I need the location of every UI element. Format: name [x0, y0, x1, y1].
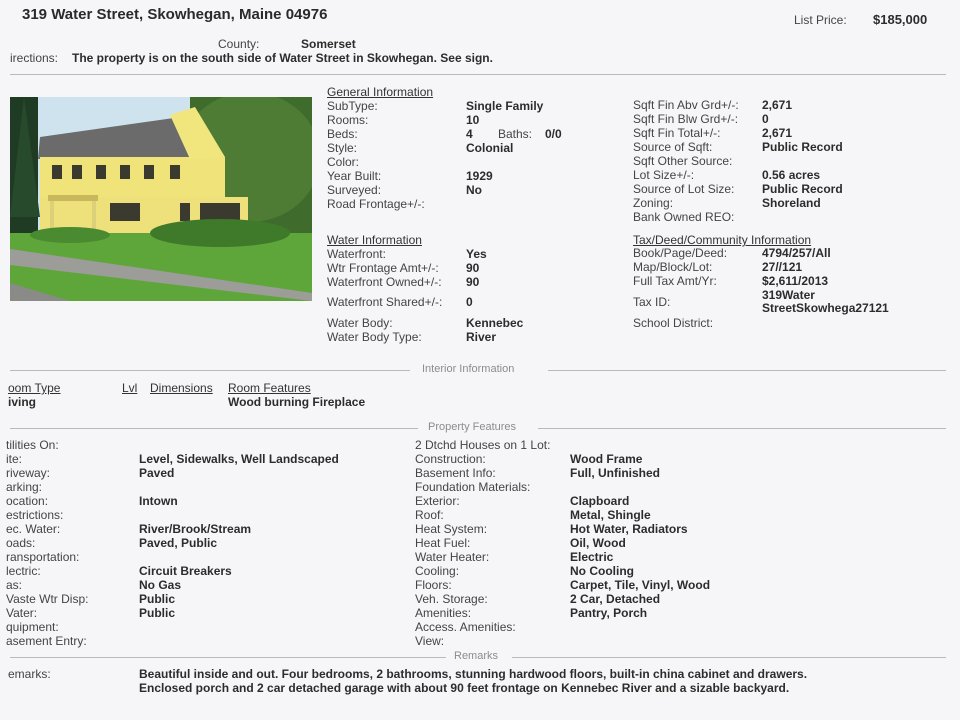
wtr-frontage-label: Wtr Frontage Amt+/-: [327, 261, 439, 275]
style-label: Style: [327, 141, 358, 155]
feature-right-value: Oil, Wood [570, 536, 626, 550]
lot-size-value: 0.56 acres [762, 168, 821, 182]
feature-right-label: Floors: [415, 578, 452, 592]
feature-right-value: No Cooling [570, 564, 634, 578]
room-type-header: oom Type [8, 381, 61, 395]
sqft-abv-label: Sqft Fin Abv Grd+/-: [633, 98, 739, 112]
feature-left-label: ransportation: [6, 550, 80, 564]
feature-left-label: quipment: [6, 620, 59, 634]
surveyed-value: No [466, 183, 482, 197]
remarks-label: emarks: [8, 667, 51, 681]
lot-size-source-label: Source of Lot Size: [633, 182, 735, 196]
county-value: Somerset [301, 37, 356, 51]
feature-left-value: No Gas [139, 578, 182, 592]
rooms-value: 10 [466, 113, 480, 127]
interior-divider-left [10, 370, 410, 371]
wtr-frontage-value: 90 [466, 261, 480, 275]
feature-left-value: Level, Sidewalks, Well Landscaped [139, 452, 339, 466]
feature-right-label: Basement Info: [415, 466, 496, 480]
feature-left-value: Paved, Public [139, 536, 218, 550]
bank-owned-label: Bank Owned REO: [633, 210, 735, 224]
lot-size-label: Lot Size+/-: [633, 168, 695, 182]
feature-left-label: ocation: [6, 494, 49, 508]
feature-right-label: Exterior: [415, 494, 460, 508]
general-info-title: General Information [327, 85, 434, 99]
book-page-label: Book/Page/Deed: [633, 246, 728, 260]
feature-right-label: Construction: [415, 452, 486, 466]
feature-right-label: 2 Dtchd Houses on 1 Lot: [415, 438, 551, 452]
year-built-value: 1929 [466, 169, 493, 183]
waterfront-value: Yes [466, 247, 487, 261]
feature-left-label: riveway: [6, 466, 51, 480]
beds-value: 4 [466, 127, 473, 141]
baths-value: 0/0 [545, 127, 562, 141]
zoning-label: Zoning: [633, 196, 674, 210]
beds-label: Beds: [327, 127, 358, 141]
feature-right-label: View: [415, 634, 445, 648]
sqft-abv-value: 2,671 [762, 98, 793, 112]
room-features-cell: Wood burning Fireplace [228, 395, 366, 409]
remarks-divider-right [512, 657, 946, 658]
feature-right-label: Veh. Storage: [415, 592, 488, 606]
subtype-value: Single Family [466, 99, 544, 113]
list-price-label: List Price: [794, 13, 847, 27]
color-label: Color: [327, 155, 360, 169]
style-value: Colonial [466, 141, 514, 155]
sqft-other-source-label: Sqft Other Source: [633, 154, 733, 168]
water-body-label: Water Body: [327, 316, 393, 330]
waterfront-label: Waterfront: [327, 247, 386, 261]
tax-id-label: Tax ID: [633, 295, 671, 309]
tax-id-value-line2: StreetSkowhega27121 [762, 301, 889, 315]
feature-left-label: ite: [6, 452, 23, 466]
feature-left-label: asement Entry: [6, 634, 87, 648]
feature-left-label: lectric: [6, 564, 41, 578]
full-tax-value: $2,611/2013 [762, 274, 829, 288]
feature-right-value: Hot Water, Radiators [570, 522, 688, 536]
surveyed-label: Surveyed: [327, 183, 382, 197]
feature-left-label: as: [6, 578, 23, 592]
tax-info-title: Tax/Deed/Community Information [633, 233, 812, 247]
feature-right-label: Heat System: [415, 522, 488, 536]
house-photo-illustration [10, 97, 312, 301]
water-body-value: Kennebec [466, 316, 524, 330]
feature-left-value: Public [139, 606, 176, 620]
sqft-total-label: Sqft Fin Total+/-: [633, 126, 721, 140]
house-photo [10, 97, 312, 301]
feature-left-value: Intown [139, 494, 178, 508]
feature-right-label: Foundation Materials: [415, 480, 531, 494]
property-address: 319 Water Street, Skowhegan, Maine 04976 [22, 6, 328, 23]
feature-left-label: arking: [6, 480, 43, 494]
room-level-header: Lvl [122, 381, 138, 395]
waterfront-shared-label: Waterfront Shared+/-: [327, 295, 443, 309]
subtype-label: SubType: [327, 99, 378, 113]
directions-value: The property is on the south side of Water Street in Skowhegan. See sign. [72, 51, 493, 65]
feature-right-value: Clapboard [570, 494, 630, 508]
feature-right-label: Access. Amenities: [415, 620, 516, 634]
county-label: County: [218, 37, 260, 51]
waterfront-owned-value: 90 [466, 275, 480, 289]
feature-right-value: Wood Frame [570, 452, 643, 466]
remarks-divider-left [10, 657, 446, 658]
directions-label: irections: [10, 51, 59, 65]
full-tax-label: Full Tax Amt/Yr: [633, 274, 717, 288]
book-page-value: 4794/257/All [762, 246, 831, 260]
feature-right-label: Amenities: [415, 606, 472, 620]
feature-left-value: River/Brook/Stream [139, 522, 252, 536]
remarks-line-2: Enclosed porch and 2 car detached garage with about 90 feet frontage on Kennebec River and a sizable backyard. [139, 681, 790, 695]
sqft-blw-value: 0 [762, 112, 769, 126]
feature-right-label: Heat Fuel: [415, 536, 471, 550]
tax-id-value-line1: 319Water [762, 288, 815, 302]
feature-left-label: ec. Water: [6, 522, 61, 536]
list-price: $185,000 [873, 12, 928, 27]
rooms-label: Rooms: [327, 113, 369, 127]
lot-size-source-value: Public Record [762, 182, 843, 196]
feature-left-label: estrictions: [6, 508, 64, 522]
waterfront-shared-value: 0 [466, 295, 473, 309]
road-frontage-label: Road Frontage+/-: [327, 197, 425, 211]
water-body-type-label: Water Body Type: [327, 330, 422, 344]
feature-right-label: Water Heater: [415, 550, 490, 564]
map-block-label: Map/Block/Lot: [633, 260, 713, 274]
sqft-total-value: 2,671 [762, 126, 793, 140]
water-info-title: Water Information [327, 233, 422, 247]
room-features-header: Room Features [228, 381, 311, 395]
interior-divider-right [548, 370, 946, 371]
feature-right-label: Cooling: [415, 564, 460, 578]
feature-left-label: tilities On: [6, 438, 59, 452]
header-divider [10, 74, 946, 75]
remarks-line-1: Beautiful inside and out. Four bedrooms, 2 bathrooms, stunning hardwood floors, built-in china cabinet and drawers. [139, 667, 808, 681]
waterfront-owned-label: Waterfront Owned+/-: [327, 275, 442, 289]
feature-right-value: Electric [570, 550, 614, 564]
sqft-blw-label: Sqft Fin Blw Grd+/-: [633, 112, 739, 126]
sqft-source-value: Public Record [762, 140, 843, 154]
remarks-title: Remarks [448, 650, 504, 662]
features-divider-left [10, 428, 418, 429]
features-divider-right [538, 428, 946, 429]
feature-right-label: Roof: [415, 508, 444, 522]
map-block-value: 27//121 [762, 260, 803, 274]
feature-left-label: Vaste Wtr Disp: [6, 592, 89, 606]
feature-right-value: Carpet, Tile, Vinyl, Wood [570, 578, 711, 592]
year-built-label: Year Built: [327, 169, 382, 183]
feature-left-value: Circuit Breakers [139, 564, 232, 578]
feature-left-label: oads: [6, 536, 36, 550]
feature-left-value: Public [139, 592, 176, 606]
room-type-cell: iving [8, 395, 37, 409]
interior-info-title: Interior Information [416, 363, 520, 375]
school-district-label: School District: [633, 316, 714, 330]
property-features-title: Property Features [422, 421, 522, 433]
zoning-value: Shoreland [762, 196, 821, 210]
sqft-source-label: Source of Sqft: [633, 140, 713, 154]
feature-right-value: 2 Car, Detached [570, 592, 661, 606]
feature-left-value: Paved [139, 466, 175, 480]
water-body-type-value: River [466, 330, 497, 344]
feature-right-value: Full, Unfinished [570, 466, 660, 480]
feature-left-label: Vater: [6, 606, 38, 620]
baths-label: Baths: [498, 127, 533, 141]
feature-right-value: Pantry, Porch [570, 606, 648, 620]
room-dimensions-header: Dimensions [150, 381, 213, 395]
feature-right-value: Metal, Shingle [570, 508, 651, 522]
